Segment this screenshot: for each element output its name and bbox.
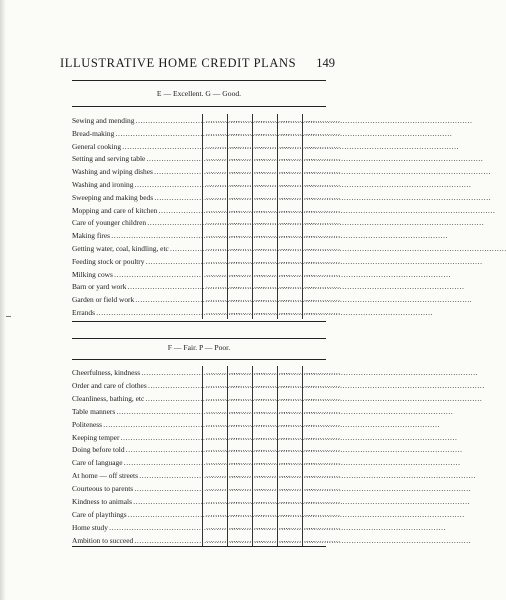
rating-cell[interactable]: . . . . . . . . . . . . . . .	[281, 308, 315, 316]
rating-cell[interactable]: . . . . . . . . . . . . . . .	[306, 380, 340, 389]
table-row	[72, 431, 340, 444]
rating-cell[interactable]: . . . . . . . . . . . . . . .	[281, 522, 315, 531]
table-row	[72, 229, 340, 242]
section2-bottom-rule	[72, 546, 326, 547]
rating-cell[interactable]: . . . . . . . . . . . . . . .	[231, 244, 265, 252]
rating-cell[interactable]: . . . . . . . . . . . . . . .	[231, 419, 265, 428]
row-label: Making fires . . .	[72, 229, 202, 242]
rating-cell[interactable]: . . . . . . . . . . . . . . .	[281, 116, 315, 124]
rating-cell[interactable]: . . . . . . . . . . . . . . .	[306, 368, 340, 376]
table-row	[72, 216, 340, 229]
section2-top-rule	[72, 338, 326, 339]
rating-cell[interactable]: . . . . . . . . . . . . . . .	[256, 406, 290, 415]
header-rule	[72, 80, 326, 81]
row-label: Home study . . .	[72, 521, 202, 534]
column-rule	[302, 114, 303, 319]
page-edge-shadow	[0, 0, 6, 600]
rating-cell[interactable]: . . . . . . . . . . . . . . .	[206, 141, 240, 150]
rating-cell[interactable]: . . . . . . . . . . . . . . .	[256, 393, 290, 402]
rating-cell[interactable]: . . . . . . . . . . . . . . .	[206, 128, 240, 137]
rating-cell[interactable]: . . . . . . . . . . . . . . .	[256, 154, 290, 163]
row-label: Care of language . . .	[72, 456, 202, 469]
rating-cell[interactable]: . . . . . . . . . . . . . . .	[231, 308, 265, 316]
rating-cell[interactable]: . . . . . . . . . . . . . . .	[231, 380, 265, 389]
rating-cell[interactable]: . . . . . . . . . . . . . . .	[306, 497, 340, 505]
rating-cell[interactable]: . . . . . . . . . . . . . . .	[231, 192, 265, 201]
column-rule	[252, 114, 253, 319]
rating-cell[interactable]: . . . . . . . . . . . . . . .	[231, 445, 265, 454]
rating-cell[interactable]: . . . . . . . . . . . . . . .	[306, 393, 340, 402]
rating-cell[interactable]: . . . . . . . . . . . . . . .	[231, 509, 265, 518]
column-rule	[252, 366, 253, 547]
rating-cell[interactable]: . . . . . . . . . . . . . . .	[281, 445, 315, 454]
rating-cell[interactable]: . . . . . . . . . . . . . . .	[256, 484, 290, 493]
rating-cell[interactable]: . . . . . . . . . . . . . . .	[231, 282, 265, 291]
rating-cell[interactable]: . . . . . . . . . . . . . . .	[206, 380, 240, 389]
rating-cell[interactable]: . . . . . . . . . . . . . . .	[281, 205, 315, 214]
table-row	[72, 392, 340, 405]
table-row	[72, 242, 340, 255]
row-label: Garden or field work . . .	[72, 293, 202, 306]
rating-cell[interactable]: . . . . . . . . . . . . . . .	[206, 458, 240, 467]
rating-cell[interactable]: . . . . . . . . . . . . . . .	[256, 419, 290, 428]
table-row	[72, 469, 340, 482]
rating-cell[interactable]: . . . . . . . . . . . . . . .	[206, 471, 240, 480]
column-rule	[202, 114, 203, 319]
column-rule	[277, 114, 278, 319]
rating-cell[interactable]: . . . . . . . . . . . . . . .	[206, 406, 240, 415]
rating-cell[interactable]: . . . . . . . . . . . . . . .	[306, 509, 340, 518]
rating-cell[interactable]: . . . . . . . . . . . . . . .	[231, 205, 265, 214]
rating-cell[interactable]: . . . . . . . . . . . . . . .	[306, 154, 340, 163]
table-row	[72, 495, 340, 508]
rating-cell[interactable]: . . . . . . . . . . . . . . .	[231, 154, 265, 163]
table-row	[72, 443, 340, 456]
table-row	[72, 379, 340, 392]
rating-cell[interactable]: . . . . . . . . . . . . . . .	[256, 218, 290, 227]
rating-cell[interactable]: . . . . . . . . . . . . . . .	[281, 231, 315, 240]
table-row	[72, 204, 340, 217]
rating-cell[interactable]: . . . . . . . . . . . . . . .	[256, 380, 290, 389]
column-rule	[202, 366, 203, 547]
rating-cell[interactable]: . . . . . . . . . . . . . . .	[231, 497, 265, 505]
rating-cell[interactable]: . . . . . . . . . . . . . . .	[231, 167, 265, 176]
rating-cell[interactable]: . . . . . . . . . . . . . . .	[231, 535, 265, 544]
rating-cell[interactable]: . . . . . . . . . . . . . . .	[231, 141, 265, 150]
table-row	[72, 255, 340, 268]
rating-cell[interactable]: . . . . . . . . . . . . . . .	[231, 269, 265, 278]
rating-cell[interactable]: . . . . . . . . . . . . . . .	[206, 419, 240, 428]
rating-cell[interactable]: . . . . . . . . . . . . . . .	[306, 484, 340, 493]
table-row	[72, 191, 340, 204]
row-label: Getting water, coal, kindling, etc . . .	[72, 242, 202, 255]
row-label: Ambition to succeed . . .	[72, 534, 202, 547]
rating-cell[interactable]: . . . . . . . . . . . . . . .	[281, 269, 315, 278]
rating-cell[interactable]: . . . . . . . . . . . . . . .	[206, 393, 240, 402]
rating-cell[interactable]: . . . . . . . . . . . . . . .	[206, 497, 240, 505]
rating-cell[interactable]: . . . . . . . . . . . . . . .	[206, 167, 240, 176]
table-row	[72, 366, 340, 379]
rating-cell[interactable]: . . . . . . . . . . . . . . .	[256, 141, 290, 150]
table-row	[72, 293, 340, 306]
rating-cell[interactable]: . . . . . . . . . . . . . . .	[231, 522, 265, 531]
section1-bottom-rule	[72, 321, 326, 322]
rating-cell[interactable]: . . . . . . . . . . . . . . .	[206, 295, 240, 304]
rating-cell[interactable]: . . . . . . . . . . . . . . .	[256, 432, 290, 441]
row-label: At home — off streets . . .	[72, 469, 202, 482]
row-label: Mopping and care of kitchen . . .	[72, 204, 202, 217]
rating-cell[interactable]: . . . . . . . . . . . . . . .	[306, 192, 340, 201]
rating-cell[interactable]: . . . . . . . . . . . . . . .	[306, 128, 340, 137]
column-rule	[227, 114, 228, 319]
rating-cell[interactable]: . . . . . . . . . . . . . . .	[306, 231, 340, 240]
row-label: Feeding stock or poultry . . .	[72, 255, 202, 268]
rating-cell[interactable]: . . . . . . . . . . . . . . .	[281, 128, 315, 137]
rating-cell[interactable]: . . . . . . . . . . . . . . .	[306, 244, 340, 252]
table-row	[72, 405, 340, 418]
rating-cell[interactable]: . . . . . . . . . . . . . . .	[231, 471, 265, 480]
rating-cell[interactable]: . . . . . . . . . . . . . . .	[281, 497, 315, 505]
rating-cell[interactable]: . . . . . . . . . . . . . . .	[206, 218, 240, 227]
rating-cell[interactable]: . . . . . . . . . . . . . . .	[206, 269, 240, 278]
table-row	[72, 152, 340, 165]
rating-cell[interactable]: . . . . . . . . . . . . . . .	[306, 205, 340, 214]
rating-cell[interactable]: . . . . . . . . . . . . . . .	[256, 497, 290, 505]
rating-cell[interactable]: . . . . . . . . . . . . . . .	[256, 458, 290, 467]
rating-cell[interactable]: . . . . . . . . . . . . . . .	[256, 128, 290, 137]
rating-cell[interactable]: . . . . . . . . . . . . . . .	[256, 167, 290, 176]
rating-cell[interactable]: . . . . . . . . . . . . . . .	[281, 484, 315, 493]
row-label: Washing and ironing . . .	[72, 178, 202, 191]
margin-mark	[6, 316, 11, 317]
rating-cell[interactable]: . . . . . . . . . . . . . . .	[231, 231, 265, 240]
rating-cell[interactable]: . . . . . . . . . . . . . . .	[306, 458, 340, 467]
rating-cell[interactable]: . . . . . . . . . . . . . . .	[206, 368, 240, 376]
rating-cell[interactable]: . . . . . . . . . . . . . . .	[231, 116, 265, 124]
rating-cell[interactable]: . . . . . . . . . . . . . . .	[306, 116, 340, 124]
row-label: Washing and wiping dishes . . .	[72, 165, 202, 178]
rating-cell[interactable]: . . . . . . . . . . . . . . .	[256, 445, 290, 454]
row-label: General cooking . . .	[72, 140, 202, 153]
table-row	[72, 418, 340, 431]
rating-cell[interactable]: . . . . . . . . . . . . . . .	[206, 445, 240, 454]
table-row	[72, 482, 340, 495]
rating-cell[interactable]: . . . . . . . . . . . . . . .	[281, 471, 315, 480]
rating-cell[interactable]: . . . . . . . . . . . . . . .	[281, 180, 315, 188]
rating-cell[interactable]: . . . . . . . . . . . . . . .	[281, 295, 315, 304]
rating-cell[interactable]: . . . . . . . . . . . . . . .	[281, 141, 315, 150]
rating-cell[interactable]: . . . . . . . . . . . . . . .	[206, 282, 240, 291]
rating-cell[interactable]: . . . . . . . . . . . . . . .	[306, 471, 340, 480]
table-row	[72, 114, 340, 127]
table-row	[72, 456, 340, 469]
table-row	[72, 165, 340, 178]
rating-cell[interactable]: . . . . . . . . . . . . . . .	[256, 509, 290, 518]
rating-cell[interactable]: . . . . . . . . . . . . . . .	[256, 180, 290, 188]
rating-cell[interactable]: . . . . . . . . . . . . . . .	[206, 432, 240, 441]
rating-cell[interactable]: . . . . . . . . . . . . . . .	[231, 406, 265, 415]
rating-cell[interactable]: . . . . . . . . . . . . . . .	[256, 205, 290, 214]
rating-cell[interactable]: . . . . . . . . . . . . . . .	[306, 406, 340, 415]
rating-cell[interactable]: . . . . . . . . . . . . . . .	[281, 218, 315, 227]
row-label: Table manners . . .	[72, 405, 202, 418]
rating-cell[interactable]: . . . . . . . . . . . . . . .	[306, 167, 340, 176]
rating-cell[interactable]: . . . . . . . . . . . . . . .	[206, 244, 240, 252]
table-row	[72, 178, 340, 191]
rating-cell[interactable]: . . . . . . . . . . . . . . .	[256, 244, 290, 252]
row-label: Milking cows . . .	[72, 268, 202, 281]
row-label: Kindness to animals . . .	[72, 495, 202, 508]
rating-cell[interactable]: . . . . . . . . . . . . . . .	[206, 231, 240, 240]
rating-cell[interactable]: . . . . . . . . . . . . . . .	[306, 432, 340, 441]
row-label: Errands . . .	[72, 306, 202, 319]
rating-cell[interactable]: . . . . . . . . . . . . . . .	[281, 256, 315, 265]
rating-cell[interactable]: . . . . . . . . . . . . . . .	[281, 282, 315, 291]
row-label: Cheerfulness, kindness . . .	[72, 366, 202, 379]
rating-cell[interactable]: . . . . . . . . . . . . . . .	[231, 432, 265, 441]
rating-cell[interactable]: . . . . . . . . . . . . . . .	[306, 180, 340, 188]
rating-cell[interactable]: . . . . . . . . . . . . . . .	[281, 244, 315, 252]
rating-cell[interactable]: . . . . . . . . . . . . . . .	[306, 141, 340, 150]
table-row	[72, 140, 340, 153]
rating-cell[interactable]: . . . . . . . . . . . . . . .	[306, 535, 340, 544]
legend-excellent-good: E — Excellent. G — Good.	[156, 89, 242, 98]
rating-cell[interactable]: . . . . . . . . . . . . . . .	[206, 509, 240, 518]
rating-cell[interactable]: . . . . . . . . . . . . . . .	[256, 535, 290, 544]
table-row	[72, 508, 340, 521]
rating-cell[interactable]: . . . . . . . . . . . . . . .	[206, 256, 240, 265]
table-row	[72, 306, 340, 319]
rating-cell[interactable]: . . . . . . . . . . . . . . .	[306, 295, 340, 304]
rating-cell[interactable]: . . . . . . . . . . . . . . .	[281, 406, 315, 415]
rating-cell[interactable]: . . . . . . . . . . . . . . .	[231, 484, 265, 493]
column-rule	[302, 366, 303, 547]
rating-cell[interactable]: . . . . . . . . . . . . . . .	[206, 192, 240, 201]
table-row	[72, 534, 340, 547]
rating-cell[interactable]: . . . . . . . . . . . . . . .	[281, 154, 315, 163]
row-label: Keeping temper . . .	[72, 431, 202, 444]
rating-cell[interactable]: . . . . . . . . . . . . . . .	[306, 522, 340, 531]
rating-cell[interactable]: . . . . . . . . . . . . . . .	[306, 419, 340, 428]
rating-cell[interactable]: . . . . . . . . . . . . . . .	[231, 218, 265, 227]
row-label: Care of younger children . . .	[72, 216, 202, 229]
rating-cell[interactable]: . . . . . . . . . . . . . . .	[281, 380, 315, 389]
row-label: Sewing and mending . . .	[72, 114, 202, 127]
row-label: Politeness . . .	[72, 418, 202, 431]
row-label: Care of playthings . . .	[72, 508, 202, 521]
rating-cell[interactable]: . . . . . . . . . . . . . . .	[231, 128, 265, 137]
table-row	[72, 268, 340, 281]
rating-cell[interactable]: . . . . . . . . . . . . . . .	[281, 535, 315, 544]
rating-cell[interactable]: . . . . . . . . . . . . . . .	[281, 432, 315, 441]
table-row	[72, 521, 340, 534]
rating-cell[interactable]: . . . . . . . . . . . . . . .	[206, 484, 240, 493]
rating-cell[interactable]: . . . . . . . . . . . . . . .	[206, 205, 240, 214]
rating-cell[interactable]: . . . . . . . . . . . . . . .	[231, 295, 265, 304]
rating-cell[interactable]: . . . . . . . . . . . . . . .	[256, 256, 290, 265]
rating-cell[interactable]: . . . . . . . . . . . . . . .	[256, 471, 290, 480]
rating-cell[interactable]: . . . . . . . . . . . . . . .	[256, 368, 290, 376]
column-rule	[277, 366, 278, 547]
rating-cell[interactable]: . . . . . . . . . . . . . . .	[231, 393, 265, 402]
running-title: ILLUSTRATIVE HOME CREDIT PLANS	[60, 56, 297, 70]
rating-cell[interactable]: . . . . . . . . . . . . . . .	[231, 458, 265, 467]
rating-cell[interactable]: . . . . . . . . . . . . . . .	[256, 522, 290, 531]
rating-cell[interactable]: . . . . . . . . . . . . . . .	[281, 393, 315, 402]
section2-header-rule	[72, 359, 326, 360]
rating-cell[interactable]: . . . . . . . . . . . . . . .	[281, 368, 315, 376]
rating-cell[interactable]: . . . . . . . . . . . . . . .	[256, 295, 290, 304]
rating-cell[interactable]: . . . . . . . . . . . . . . .	[306, 282, 340, 291]
rating-cell[interactable]: . . . . . . . . . . . . . . .	[306, 269, 340, 278]
rating-cell[interactable]: . . . . . . . . . . . . . . .	[281, 167, 315, 176]
rating-cell[interactable]: . . . . . . . . . . . . . . .	[206, 308, 240, 316]
rating-cell[interactable]: . . . . . . . . . . . . . . .	[206, 535, 240, 544]
rating-cell[interactable]: . . . . . . . . . . . . . . .	[256, 282, 290, 291]
rating-cell[interactable]: . . . . . . . . . . . . . . .	[231, 256, 265, 265]
rating-cell[interactable]: . . . . . . . . . . . . . . .	[281, 192, 315, 201]
rating-cell[interactable]: . . . . . . . . . . . . . . .	[281, 419, 315, 428]
rating-cell[interactable]: . . . . . . . . . . . . . . .	[306, 445, 340, 454]
rating-cell[interactable]: . . . . . . . . . . . . . . .	[306, 308, 340, 316]
row-label: Barn or yard work . . .	[72, 280, 202, 293]
section1-top-rule	[72, 106, 326, 107]
rating-cell[interactable]: . . . . . . . . . . . . . . .	[206, 116, 240, 124]
rating-cell[interactable]: . . . . . . . . . . . . . . .	[306, 218, 340, 227]
row-label: Bread-making . . .	[72, 127, 202, 140]
row-label: Cleanliness, bathing, etc . . .	[72, 392, 202, 405]
rating-cell[interactable]: . . . . . . . . . . . . . . .	[206, 180, 240, 188]
rating-cell[interactable]: . . . . . . . . . . . . . . .	[256, 269, 290, 278]
row-label: Courteous to parents . . .	[72, 482, 202, 495]
rating-cell[interactable]: . . . . . . . . . . . . . . .	[281, 458, 315, 467]
rating-cell[interactable]: . . . . . . . . . . . . . . .	[231, 180, 265, 188]
rating-cell[interactable]: . . . . . . . . . . . . . . .	[256, 231, 290, 240]
rating-cell[interactable]: . . . . . . . . . . . . . . .	[256, 192, 290, 201]
rating-cell[interactable]: . . . . . . . . . . . . . . .	[206, 154, 240, 163]
rating-cell[interactable]: . . . . . . . . . . . . . . .	[206, 522, 240, 531]
row-label: Doing before told . . .	[72, 443, 202, 456]
rating-cell[interactable]: . . . . . . . . . . . . . . .	[256, 308, 290, 316]
legend-fair-poor: F — Fair. P — Poor.	[167, 343, 231, 352]
row-label: Sweeping and making beds . . .	[72, 191, 202, 204]
rating-cell[interactable]: . . . . . . . . . . . . . . .	[231, 368, 265, 376]
row-label: Setting and serving table . . .	[72, 152, 202, 165]
page-number: 149	[316, 56, 335, 70]
rating-cell[interactable]: . . . . . . . . . . . . . . .	[281, 509, 315, 518]
rating-cell[interactable]: . . . . . . . . . . . . . . .	[256, 116, 290, 124]
row-label: Order and care of clothes . . .	[72, 379, 202, 392]
rating-cell[interactable]: . . . . . . . . . . . . . . .	[306, 256, 340, 265]
table-row	[72, 127, 340, 140]
table-row	[72, 280, 340, 293]
column-rule	[227, 366, 228, 547]
